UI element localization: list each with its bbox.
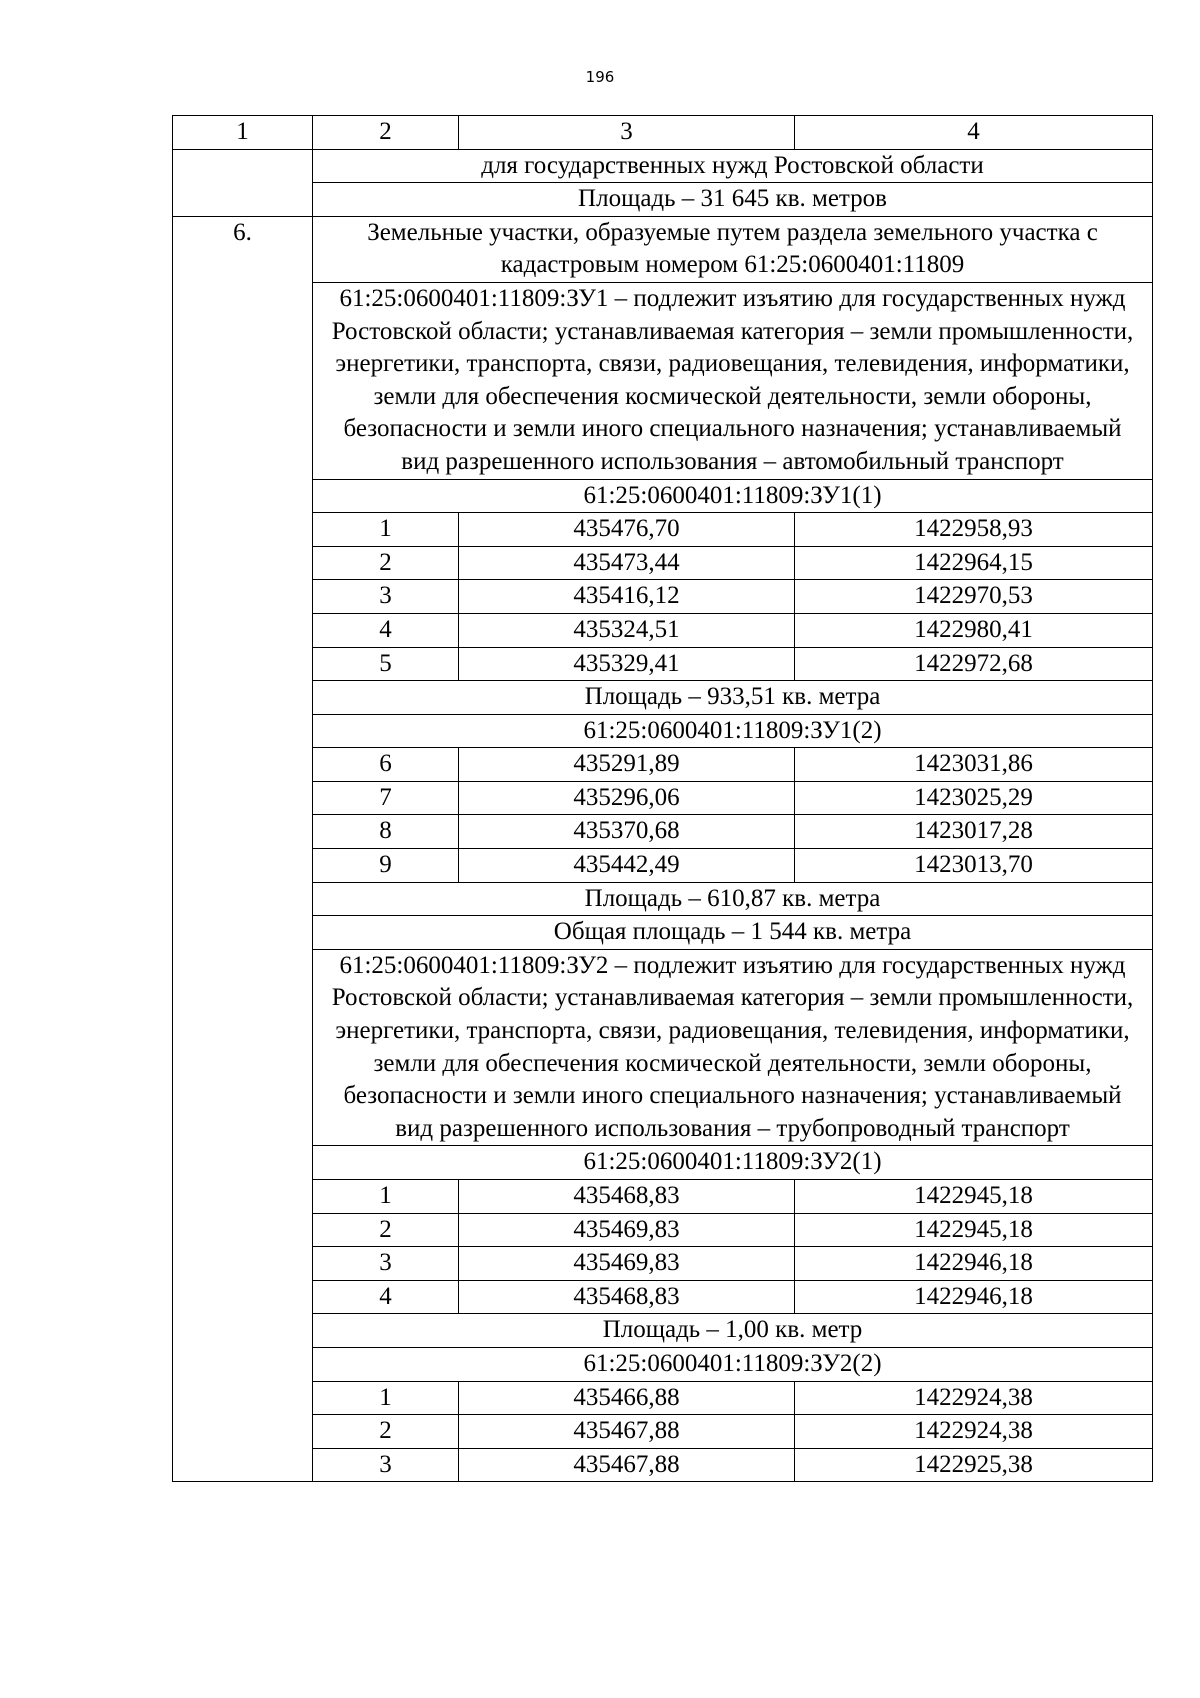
coord-x: 435468,83 [459,1180,795,1214]
table-row [173,1415,1153,1449]
page-number: 196 [585,68,615,86]
continuation-text: для государственных нужд Ростовской области [313,149,1153,183]
table-row [173,815,1153,849]
header-cell: 3 [459,116,795,150]
coord-y: 1422945,18 [795,1180,1153,1214]
coord-x: 435296,06 [459,781,795,815]
coord-y: 1422945,18 [795,1213,1153,1247]
coord-y: 1422964,15 [795,546,1153,580]
coord-x: 435324,51 [459,613,795,647]
table-row [173,613,1153,647]
zu1-part1-label: 61:25:0600401:11809:ЗУ1(1) [313,479,1153,513]
coord-y: 1422980,41 [795,613,1153,647]
table-row [173,748,1153,782]
zu1-part2-area: Площадь – 610,87 кв. метра [313,882,1153,916]
point-number: 4 [313,1280,459,1314]
table-row [173,1448,1153,1482]
zu2-description: 61:25:0600401:11809:ЗУ2 – подлежит изъятию для государственных нужд Ростовской области; устанавливаемая категория – земли промышленности, энергетики, транспорта, связи, радиовещания, телевидения, информатики, земли для обеспечения космической деятельности, земли обороны, безопасности и земли иного специального назначения; устанавливаемый вид разрешенного использования – трубопроводный транспорт [313,949,1153,1146]
zu1-part1-area-row [173,681,1153,715]
point-number: 1 [313,1381,459,1415]
zu1-description-row [173,282,1153,479]
coord-x: 435416,12 [459,580,795,614]
coord-y: 1423025,29 [795,781,1153,815]
table-row [173,1247,1153,1281]
table-row [173,513,1153,547]
point-number: 3 [313,1448,459,1482]
coordinates-table [172,115,1153,1482]
zu2-part1-label-row [173,1146,1153,1180]
item-number: 6. [173,216,313,1482]
zu2-part1-area-row [173,1314,1153,1348]
coord-y: 1422946,18 [795,1280,1153,1314]
zu1-part1-area: Площадь – 933,51 кв. метра [313,681,1153,715]
coord-x: 435442,49 [459,849,795,883]
point-number: 2 [313,1415,459,1449]
zu2-part1-label: 61:25:0600401:11809:ЗУ2(1) [313,1146,1153,1180]
coord-y: 1422925,38 [795,1448,1153,1482]
coord-x: 435469,83 [459,1247,795,1281]
point-number: 1 [313,1180,459,1214]
coord-y: 1423017,28 [795,815,1153,849]
zu2-part2-label-row [173,1347,1153,1381]
coord-x: 435467,88 [459,1448,795,1482]
continuation-area: Площадь – 31 645 кв. метров [313,183,1153,217]
header-cell: 4 [795,116,1153,150]
coord-y: 1422924,38 [795,1415,1153,1449]
table-row [173,1280,1153,1314]
point-number: 5 [313,647,459,681]
coord-x: 435468,83 [459,1280,795,1314]
table-row [173,546,1153,580]
header-cell: 2 [313,116,459,150]
item-title: Земельные участки, образуемые путем раздела земельного участка с кадастровым номером 61:25:0600401:11809 [313,216,1153,282]
zu2-description-row [173,949,1153,1146]
continuation-area-row [173,183,1153,217]
point-number: 1 [313,513,459,547]
table-row [173,1180,1153,1214]
zu1-part2-area-row [173,882,1153,916]
header-row [173,116,1153,150]
coord-x: 435469,83 [459,1213,795,1247]
coord-y: 1422946,18 [795,1247,1153,1281]
zu1-total-area: Общая площадь – 1 544 кв. метра [313,916,1153,950]
zu1-part2-label: 61:25:0600401:11809:ЗУ1(2) [313,714,1153,748]
coord-x: 435473,44 [459,546,795,580]
zu2-part1-area: Площадь – 1,00 кв. метр [313,1314,1153,1348]
coord-y: 1422972,68 [795,647,1153,681]
coord-y: 1423013,70 [795,849,1153,883]
point-number: 2 [313,1213,459,1247]
item-title-row [173,216,1153,282]
empty-number-cell [173,149,313,216]
coord-x: 435329,41 [459,647,795,681]
table-row [173,1213,1153,1247]
point-number: 3 [313,1247,459,1281]
table-row [173,580,1153,614]
coord-y: 1423031,86 [795,748,1153,782]
point-number: 9 [313,849,459,883]
coord-y: 1422958,93 [795,513,1153,547]
point-number: 7 [313,781,459,815]
zu1-part1-label-row [173,479,1153,513]
zu1-description: 61:25:0600401:11809:ЗУ1 – подлежит изъятию для государственных нужд Ростовской области; устанавливаемая категория – земли промышленности, энергетики, транспорта, связи, радиовещания, телевидения, информатики, земли для обеспечения космической деятельности, земли обороны, безопасности и земли иного специального назначения; устанавливаемый вид разрешенного использования – автомобильный транспорт [313,282,1153,479]
zu1-part2-label-row [173,714,1153,748]
point-number: 2 [313,546,459,580]
table-row [173,647,1153,681]
point-number: 3 [313,580,459,614]
zu1-total-area-row [173,916,1153,950]
header-cell: 1 [173,116,313,150]
coord-x: 435291,89 [459,748,795,782]
continuation-row [173,149,1153,183]
table-row [173,849,1153,883]
table-row [173,1381,1153,1415]
coord-y: 1422970,53 [795,580,1153,614]
zu2-part2-label: 61:25:0600401:11809:ЗУ2(2) [313,1347,1153,1381]
point-number: 4 [313,613,459,647]
coord-x: 435370,68 [459,815,795,849]
coord-x: 435466,88 [459,1381,795,1415]
point-number: 6 [313,748,459,782]
coord-x: 435467,88 [459,1415,795,1449]
coord-y: 1422924,38 [795,1381,1153,1415]
coord-x: 435476,70 [459,513,795,547]
table-row [173,781,1153,815]
point-number: 8 [313,815,459,849]
